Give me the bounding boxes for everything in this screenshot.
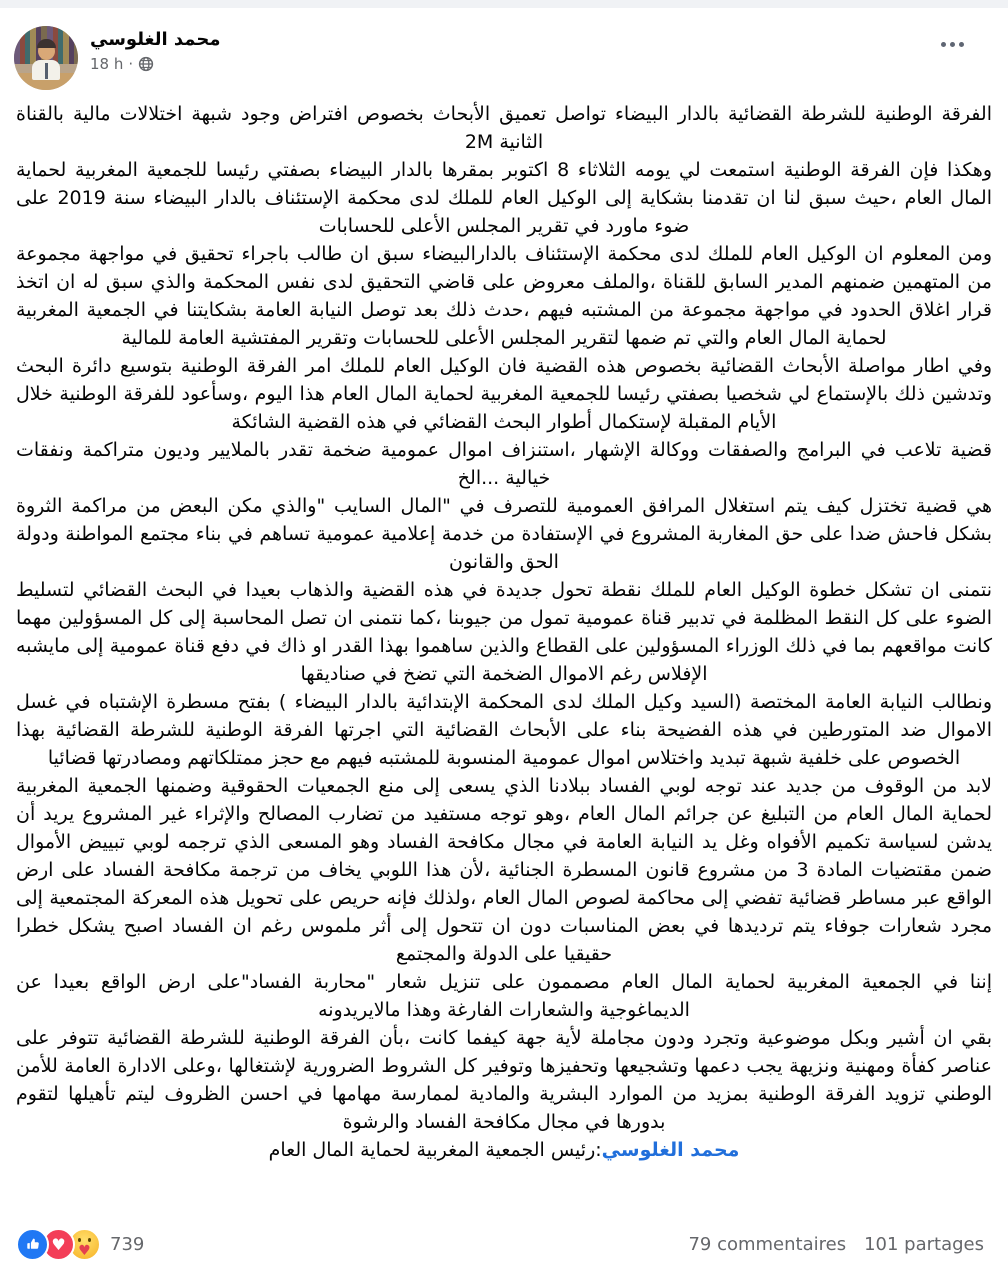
- signature-role: :رئيس الجمعية المغربية لحماية المال العام: [268, 1139, 602, 1161]
- header-meta: [90, 26, 220, 73]
- page-top-strip: [0, 0, 1008, 8]
- post-paragraph: بقي ان أشير وبكل موضوعية وتجرد ودون مجاملة لأية جهة كيفما كانت ،بأن الفرقة الوطنية للشرطة القضائية تتوفر على عناصر كفأة ومهنية ونزيهة يجب دعمها وتشجيعها وتحفيزها وتوفير كل الشروط الضرورية لإشتغالها ،وعلى الادارة العامة للأمن الوطني تزويد الفرقة الوطنية بمزيد من الموارد البشرية والمادية لممارسة مهامها في احسن الظروف ليتم تأهيلها لتقوم بدورها في مجال مكافحة الفساد والرشوة: [16, 1027, 992, 1133]
- shares-count[interactable]: 101 partages: [864, 1233, 984, 1255]
- post-paragraph: وفي اطار مواصلة الأبحاث القضائية بخصوص هذه القضية فان الوكيل العام للملك امر الفرقة الوطنية بتوسيع دائرة البحث وتدشين ذلك بالإستماع لي شخصيا بصفتي رئيسا للجمعية المغربية لحماية المال العام هذا اليوم ،وسأعود للفرقة الوطنية خلال الأيام المقبلة لإستكمال أطوار البحث القضائي في هذه القضية الشائكة: [16, 355, 992, 433]
- post-options-icon[interactable]: [933, 34, 972, 55]
- post-paragraph: وهكذا فإن الفرقة الوطنية استمعت لي يومه الثلاثاء 8 اكتوبر بمقرها بالدار البيضاء بصفتي رئيسا للجمعية المغربية لحماية المال العام ،حيث سبق لنا ان تقدمنا بشكاية إلى الوكيل العام للملك لدى محكمة الإستئناف بالدار البيضاء سنة 2019 على ضوء ماورد في تقرير المجلس الأعلى للحسابات: [16, 159, 993, 237]
- post-signature: [16, 1136, 992, 1164]
- post-paragraph: لابد من الوقوف من جديد عند توجه لوبي الفساد ببلادنا الذي يسعى إلى منع الجمعيات الحقوقية وضمنها الجمعية المغربية لحماية المال العام من التبليغ عن جرائم المال العام ،وهو توجه مستفيد من تضارب المصالح والإثراء غير المشروع يريد أن يدشن لسياسة تكميم الأفواه وغل يد النيابة العامة في مجال مكافحة الفساد وهو المسعى الذي ترجمه لوبي تبييض الأموال ضمن مقتضيات المادة 3 من مشروع قانون المسطرة الجنائية ،لأن هذا اللوبي يخاف من ترجمة مكافحة الفساد على ارض الواقع عبر مساطر قضائية تفضي إلى محاكمة لصوص المال العام ،ولذلك فإنه حريص على تحويل هذه المعركة المجتمعية إلى مجرد شعارات جوفاء يتم ترديدها في بعض المناسبات دون ان تتحول إلى أثر ملموس رغم ان الفساد اصبح يشكل خطرا حقيقيا على الدولة والمجتمع: [16, 775, 992, 965]
- reactions-summary[interactable]: [16, 1228, 144, 1261]
- reaction-count[interactable]: 739: [110, 1233, 145, 1255]
- post-paragraph: إننا في الجمعية المغربية لحماية المال العام مصممون على تنزيل شعار "محاربة الفساد"على ارض الواقع بعيدا عن الديماغوجية والشعارات الفارغة وهذا مالايريدونه: [16, 971, 992, 1021]
- post-paragraph: نتمنى ان تشكل خطوة الوكيل العام للملك نقطة تحول جديدة في هذه القضية والذهاب بعيدا في البحث القضائي لتسليط الضوء على كل النقط المظلمة في تدبير قناة عمومية تمول من جيوبنا ،كما نتمنى ان تصل المحاسبة إلى كل المسؤولين مهما كانت مواقعهم بما في ذلك الوزراء المسؤولين على القطاع والذين ساهموا بهذا القدر او ذاك في دفع قناة عمومية إلى مايشبه الإفلاس رغم الاموال الضخمة التي تضخ في صناديقها: [16, 579, 992, 685]
- avatar-tie: [45, 63, 48, 79]
- post-subline: [90, 55, 220, 73]
- post-footer: [0, 1222, 1008, 1266]
- post-paragraph: ومن المعلوم ان الوكيل العام للملك لدى محكمة الإستئناف بالدارالبيضاء سبق ان طالب باجراء تحقيق في مواجهة مجموعة من المتهمين ضمنهم المدير السابق للقناة ،والملف معروض على قاضي التحقيق لدى نفس المحكمة والذي سبق له ان اتخذ قرار اغلاق الحدود في مواجهة مجموعة من المشتبه فيهم ،حدث ذلك بعد توصل النيابة العامة بشكايتنا في الجمعية المغربية لحماية المال العام والتي تم ضمها لتقرير المجلس الأعلى للحسابات وتقرير المفتشية العامة للمالية: [16, 243, 992, 349]
- comments-count[interactable]: 79 commentaires: [688, 1233, 847, 1255]
- care-icon[interactable]: ♥: [68, 1228, 101, 1261]
- post-paragraph: قضية تلاعب في البرامج والصفقات ووكالة الإشهار ،استنزاف اموال عمومية ضخمة تقدر بالملايير وديون متراكمة ونفقات خيالية ...الخ: [16, 439, 992, 489]
- globe-public-icon: [138, 56, 154, 72]
- mention-link[interactable]: محمد الغلوسي: [601, 1139, 740, 1161]
- dot-separator: ·: [128, 55, 134, 74]
- engagement-counts: [688, 1234, 984, 1255]
- avatar[interactable]: [14, 26, 78, 90]
- like-icon[interactable]: [16, 1228, 49, 1261]
- post-paragraph: هي قضية تختزل كيف يتم استغلال المرافق العمومية للتصرف في "المال السايب "والذي مكن البعض من مراكمة الثروة بشكل فاحش ضدا على حق المغاربة المشروع في الإستفادة من خدمة إعلامية عمومية تساهم في بناء مجتمع المواطنة ودولة الحق والقانون: [16, 495, 992, 573]
- author-name[interactable]: محمد الغلوسي: [90, 29, 221, 50]
- post-header: [0, 8, 1008, 98]
- post-paragraph: الفرقة الوطنية للشرطة القضائية بالدار البيضاء تواصل تعميق الأبحاث بخصوص افتراض وجود شبهة اختلالات مالية بالقناة الثانية 2M: [16, 103, 992, 153]
- timestamp[interactable]: 18 h: [90, 55, 124, 74]
- post-paragraph: ونطالب النيابة العامة المختصة (السيد وكيل الملك لدى المحكمة الإبتدائية بالدار البيضاء ) بفتح مسطرة الإشتباه في غسل الاموال ضد المتورطين في هذه الفضيحة بناء على الأبحاث القضائية التي اجرتها الفرقة الوطنية للشرطة القضائية بهذا الخصوص على خلفية شبهة تبديد واختلاس اموال عمومية المنسوبة للمشتبه فيهم مع حجز ممتلكاتهم ومصادرتها قضائيا: [16, 691, 992, 769]
- post-text: [0, 98, 1008, 1218]
- love-icon[interactable]: ♥: [42, 1228, 75, 1261]
